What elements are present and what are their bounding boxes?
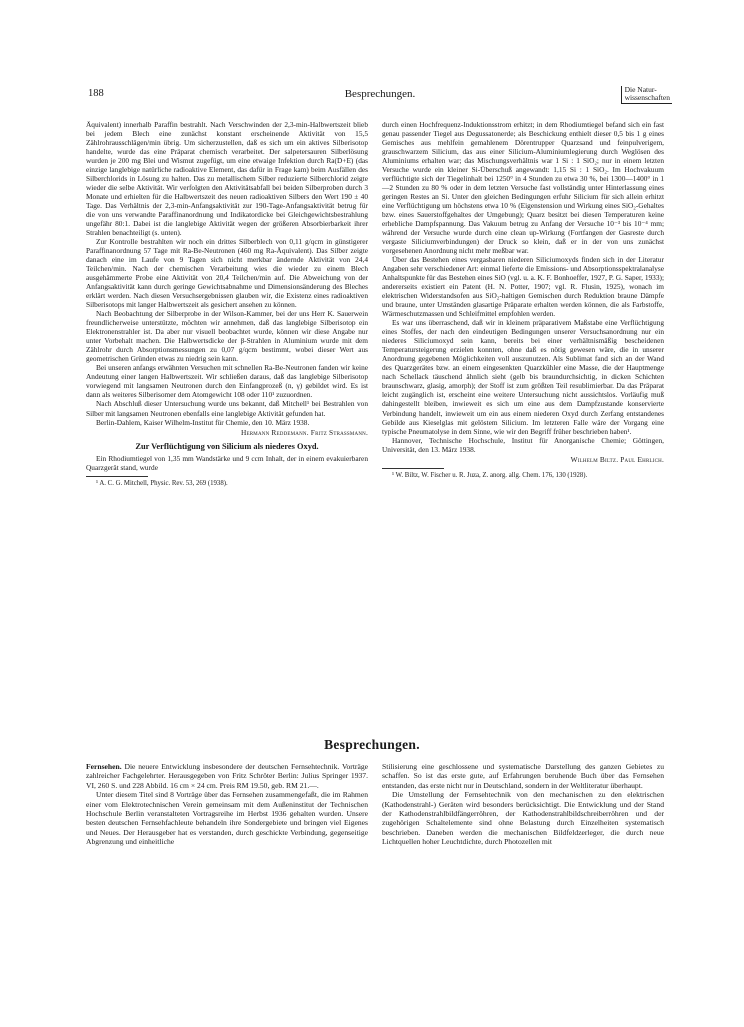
paragraph: Nach Beobachtung der Silberprobe in der Wilson-Kammer, bei der uns Herr K. Sauerwein freundlicherweise unterstützte, möchten wir annehmen, daß das langlebige Silberisotop ein Elektronenstrahler ist. Da aber nur visuell beobachtet wurde, können wir diese Angabe nur unter Vorbehalt machen. Die Halbwertsdicke der β-Strahlen in Aluminium wurde mit dem Zählrohr durch Absorptionsmessungen zu 0,07 g/qcm bestimmt, wobei dieser Wert aus geometrischen Gründen etwas zu niedrig sein kann.: [86, 309, 368, 364]
paragraph: Berlin-Dahlem, Kaiser Wilhelm-Institut für Chemie, den 10. März 1938.: [96, 417, 310, 427]
paragraph: Es war uns überraschend, daß wir in kleinem präparativem Maßstabe eine Verflüchtigung eines Stoffes, der nach den eindeutigen Bedingungen unserer Versuchsanordnung nur ein niederes Siliciumoxyd sein kann, bereits bei einer verhältnismäßig bescheidenen Temperatursteigerung erzielen konnten, ohne daß es nötig gewesen wäre, die in unserer Anordnung gegebenen Möglichkeiten voll auszunutzen. Als Sublimat fand sich an der Wand des Quarzgerätes bzw. an einem eingesenkten Quarzkühler eine Masse, die der Hauptmenge nach Schellack täuschend ähnlich sieht (gelb bis braundurchsichtig, in dicken Schichten braunschwarz, glasig, amorph); der Stoff ist zum größten Teil resublimierbar. Da das Präparat leicht zugänglich ist, erscheint eine weitere Untersuchung nicht aussichtslos. Vorläufig muß dahingestellt bleiben, inwieweit es sich um eine aus dem Dampfzustande konservierte Verbindung handelt, inwieweit um ein aus einem niederen Oxyd durch Zerfang entstandenes Gebilde aus Kieselglas mit gelöstem Silicium. Im letzteren Falle wäre der Vorgang eine typische Pneumatolyse in dem Sinne, wie wir den Begriff früher beschrieben haben¹.: [382, 318, 664, 436]
review-lead: Fernsehen.: [86, 762, 122, 771]
left-column: [86, 120, 368, 488]
review-entry: [86, 762, 368, 790]
page-number: 188: [88, 88, 104, 99]
section-title: Besprechungen.: [324, 737, 420, 752]
author-signature: Hermann Reddemann. Fritz Strassmann.: [241, 427, 368, 437]
author-signature: Wilhelm Biltz. Paul Ehrlich.: [570, 454, 664, 464]
journal-label-line2: wissenschaften: [624, 93, 670, 102]
paragraph: Bei unseren anfangs erwähnten Versuchen mit schnellen Ra-Be-Neutronen fanden wir keine Andeutung einer langen Halbwertszeit. Wir schließen daraus, daß das langlebige Silberisotop vorwiegend mit langsamen Neutronen durch den Einfangprozeß (n, γ) gebildet wird. Es ist dann als weiteres Silberisomer dem Atomgewicht 108 oder 110¹ zuzuordnen.: [86, 363, 368, 400]
paragraph: durch einen Hochfrequenz-Induktionsstrom erhitzt; in dem Rhodiumtiegel befand sich ein fast genau passender Tiegel aus Degussatonerde; als Beschickung enthielt dieser 0,5 bis 1 g eines Gemisches aus mehlfein gemahlenem Dörentrupper Quarzsand und feinpulverigem, grauschwarzem Silicium, das aus einer Silicium-Aluminiumlegierung durch Weglösen des Aluminiums erhalten war; das Mischungsverhältnis war 1 Si : 1 SiO₂; nur in einem letzten Versuche wurde ein kleiner Si-Überschuß angewandt: 1,15 Si : 1 SiO₂. Im Hochvakuum verflüchtigte sich der Tiegelinhalt bei 1250° in 4 Stunden zu etwa 30 %, bei 1300—1400° in 1—2 Stunden zu 80 % oder in dem letzten Versuche fast vollständig unter Hinterlassung eines geringen Restes an Si. Unter den gleichen Bedingungen erfuhr Silicium für sich allein erhitzt eine Verflüchtigung um höchstens etwa 10 % (Eigenstension und Wirkung eines SiO₂-Gehaltes bzw. eines Sauerstoffgehaltes der Umgebung); Quarz besitzt bei diesen Temperaturen keine erhebliche Dampfspannung. Das Vakuum betrug zu Anfang der Versuche 10⁻³ bis 10⁻⁴ mm; während der Versuche wurde durch eine clean up-Wirkung (Fortfangen der Gasreste durch vergaste Siliciumverbindungen) der Druck so klein, daß er in der von uns zunächst vorgesehenen Anordnung nicht mehr meßbar war.: [382, 120, 664, 256]
page-header: [88, 85, 672, 104]
paragraph: Über das Bestehen eines vergasbaren niederen Siliciumoxyds finden sich in der Literatur Angaben sehr verschiedener Art: einmal lieferte die Emissions- und Absorptionsspektralanalyse Anhaltspunkte für das Bestehen eines SiO (vgl. u. a. K. F. Bonhoeffer, 1927, P. G. Saper, 1933); andererseits existiert ein Patent (H. N. Potter, 1907; vgl. R. Flusin, 1925), wonach im elektrischen Widerstandsofen aus SiO₂-haltigen Gemischen durch Reduktion braune Dämpfe und braune, unter Umständen glasartige Präparate erhalten werden können, die als Farbstoffe, Wärmeschutzmassen und Schleifmittel empfohlen werden.: [382, 255, 664, 319]
footnote: ¹ W. Biltz, W. Fischer u. R. Juza, Z. anorg. allg. Chem. 176, 130 (1928).: [392, 471, 588, 479]
review-left-column: [86, 762, 368, 847]
journal-label: [621, 86, 672, 104]
paragraph: Zur Kontrolle bestrahlten wir noch ein drittes Silberblech von 0,11 g/qcm in günstigerer Paraffinanordnung 57 Tage mit Ra-Be-Neutronen (460 mg Ra-Äquivalent). Das Silber zeigte danach eine im Laufe von 9 Tagen sich nicht merkbar ändernde Aktivität von 24,4 Teilchen/min. Nach der chemischen Verarbeitung wies die wieder zu einem Blech ausgehämmerte Probe eine Aktivität von 20,4 Teilchen/min auf. Die Abweichung von der Anfangsaktivität kann durch geringe Gewichtsabnahme und Dimensionsänderung des Bleches erklärt werden. Nach diesen Versuchsergebnissen glauben wir, die Existenz eines radioaktiven Silberisotops mit langer Halbwertszeit als gesichert ansehen zu können.: [86, 237, 368, 310]
paragraph: Hannover, Technische Hochschule, Institut für Anorganische Chemie; Göttingen, Universität, den 13. März 1938.: [382, 435, 664, 454]
review-right-column: [382, 762, 664, 847]
paragraph: Nach Abschluß dieser Untersuchung wurde uns bekannt, daß Mitchell¹ bei Bestrahlen von Silber mit langsamen Neutronen ebenfalls eine langlebige Aktivität gefunden hat.: [86, 399, 368, 418]
footnote-rule: [86, 476, 148, 477]
article-subheading: Zur Verflüchtigung von Silicium als niederes Oxyd.: [135, 441, 319, 451]
paragraph: Die Umstellung der Fernsehtechnik von den mechanischen zu den elektrischen (Kathodenstrahl-) Geräten wird besonders berücksichtigt. Die Entwicklung und der Stand der Kathodenstrahlbildfängerröhren, der Kathodenstrahlbildschreiberröhren und der zugehörigen Schaltelemente sind ohne Belastung durch Einzelheiten systematisch beschrieben. Daneben werden die mechanischen Bildfeldzerleger, die durch neue Lichtquellen hoher Leuchtdichte, durch Photozellen mit: [382, 790, 664, 847]
review-citation: Die neuere Entwicklung insbesondere der deutschen Fernsehtechnik. Vorträge zahlreicher Fachgelehrter. Herausgegeben von Fritz Schröter Berlin: Julius Springer 1937. VI, 260 S. und 228 Abbild. 16 cm × 24 cm. Preis RM 19.50, geb. RM 21.—.: [86, 762, 368, 790]
right-column: [382, 120, 664, 480]
paragraph: Ein Rhodiumtiegel von 1,35 mm Wandstärke und 9 ccm Inhalt, der in einem evakuierbaren Quarzgerät stand, wurde: [86, 453, 368, 472]
paragraph: Stilisierung eine geschlossene und systematische Darstellung des ganzen Gebietes zu schaffen. So ist das erste gute, auf Erfahrungen beruhende Buch über das Fernsehen entstanden, das erste nicht nur in Deutschland, sondern in der Weltliteratur überhaupt.: [382, 762, 664, 790]
paragraph: Äquivalent) innerhalb Paraffin bestrahlt. Nach Verschwinden der 2,3-min-Halbwertszeit blieb bei jedem Blech eine zunächst konstant erscheinende Aktivität von 15,5 Zählrohrausschlägen/min übrig. Um sicherzustellen, daß es sich um ein aktives Silberisotop handelte, wurde das eine Präparat chemisch verarbeitet. Der salpetersauren Silberlösung wurden je 200 mg Blei und Wismut zugefügt, um eine etwaige Infektion durch Ra(D+E) (das einzige langlebige natürliche radioaktive Element, das dafür in Frage kam) beim Ausfällen des Silberchlorids in Lösung zu halten. Das zu metallischem Silber reduzierte Silberchlorid zeigte wieder die selbe Aktivität. Wir verfolgten den Aktivitätsabfall bei beiden Silberproben durch 3 Monate und erhielten für die Halbwertszeit des neuen radioaktiven Silbers den Wert 190 ± 40 Tage. Das Verhältnis der 2,3-min-Anfangsaktivität zur 190-Tage-Anfangsaktivität betrug für die von uns verwandte Paraffinanordnung und Indikatordicke bei Gleichgewichtsbestrahlung ungefähr 80:1. Dabei ist die langlebige Aktivität wegen der größeren Absorbierbarkeit ihrer Strahlen benachteiligt (s. unten).: [86, 120, 368, 238]
paragraph: Unter diesem Titel sind 8 Vorträge über das Fernsehen zusammengefaßt, die im Rahmen einer vom Elektrotechnischen Verein gemeinsam mit dem Außeninstitut der Technischen Hochschule Berlin veranstalteten Vortragsreihe im Herbst 1936 gehalten wurden. Unsere besten deutschen Fernsehfachleute behandeln ihre Sondergebiete und bringen viel Eigenes und Neues. Der Herausgeber hat es verstanden, durch geschickte Verbindung, gegenseitige Abgrenzung und einheitliche: [86, 790, 368, 847]
footnote: ¹ A. C. G. Mitchell, Physic. Rev. 53, 269 (1938).: [96, 479, 228, 487]
footnote-rule: [382, 468, 444, 469]
journal-label-line1: Die Natur-: [624, 85, 657, 94]
running-title: Besprechungen.: [344, 88, 416, 100]
